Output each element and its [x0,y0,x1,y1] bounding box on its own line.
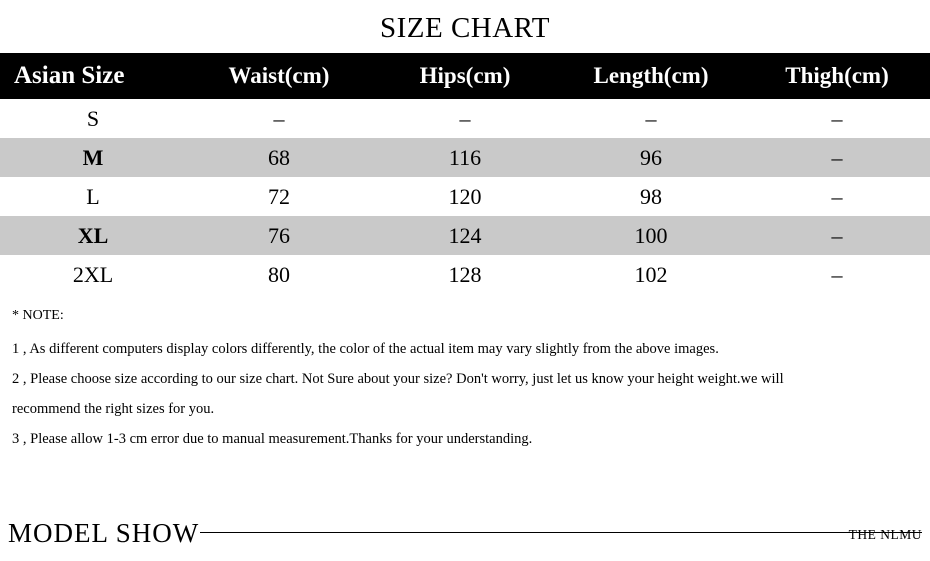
notes-heading: * NOTE: [12,308,64,323]
table-row [0,99,930,138]
cell-waist: – [186,99,372,138]
cell-hips: 120 [372,177,558,216]
cell-waist: 80 [186,255,372,294]
table-row [0,177,930,216]
table-header [0,53,930,99]
cell-size: XL [0,216,186,255]
cell-thigh: – [744,255,930,294]
notes-section [0,294,930,454]
cell-length: 98 [558,177,744,216]
column-header-waist: Waist(cm) [186,53,372,99]
column-header-length: Length(cm) [558,53,744,99]
column-header-hips: Hips(cm) [372,53,558,99]
column-header-thigh: Thigh(cm) [744,53,930,99]
cell-hips: 128 [372,255,558,294]
footer [0,518,930,549]
cell-waist: 72 [186,177,372,216]
note-line-2-cont: recommend the right sizes for you. [12,401,215,417]
cell-thigh: – [744,177,930,216]
cell-thigh: – [744,138,930,177]
cell-length: 100 [558,216,744,255]
note-line-1: 1 , As different computers display colors differently, the color of the actual item may vary slightly from the above images. [12,341,719,357]
cell-size: L [0,177,186,216]
cell-hips: 124 [372,216,558,255]
table-row [0,255,930,294]
page-title: SIZE CHART [379,12,550,44]
cell-size: 2XL [0,255,186,294]
cell-size: M [0,138,186,177]
column-header-asian-size: Asian Size [0,53,186,99]
cell-waist: 76 [186,216,372,255]
table-header-row [0,53,930,99]
model-show-heading: MODEL SHOW [8,518,200,548]
note-line-2: 2 , Please choose size according to our size chart. Not Sure about your size? Don't worry, just let us know your height weight.we will [12,371,784,387]
cell-size: S [0,99,186,138]
cell-hips: – [372,99,558,138]
cell-length: – [558,99,744,138]
brand-label: THE NLMU [848,527,922,542]
cell-hips: 116 [372,138,558,177]
table-body [0,99,930,294]
size-chart-table [0,53,930,294]
table-row [0,216,930,255]
cell-thigh: – [744,99,930,138]
cell-waist: 68 [186,138,372,177]
table-row [0,138,930,177]
cell-length: 102 [558,255,744,294]
note-line-3: 3 , Please allow 1-3 cm error due to manual measurement.Thanks for your understanding. [12,431,533,447]
cell-length: 96 [558,138,744,177]
cell-thigh: – [744,216,930,255]
